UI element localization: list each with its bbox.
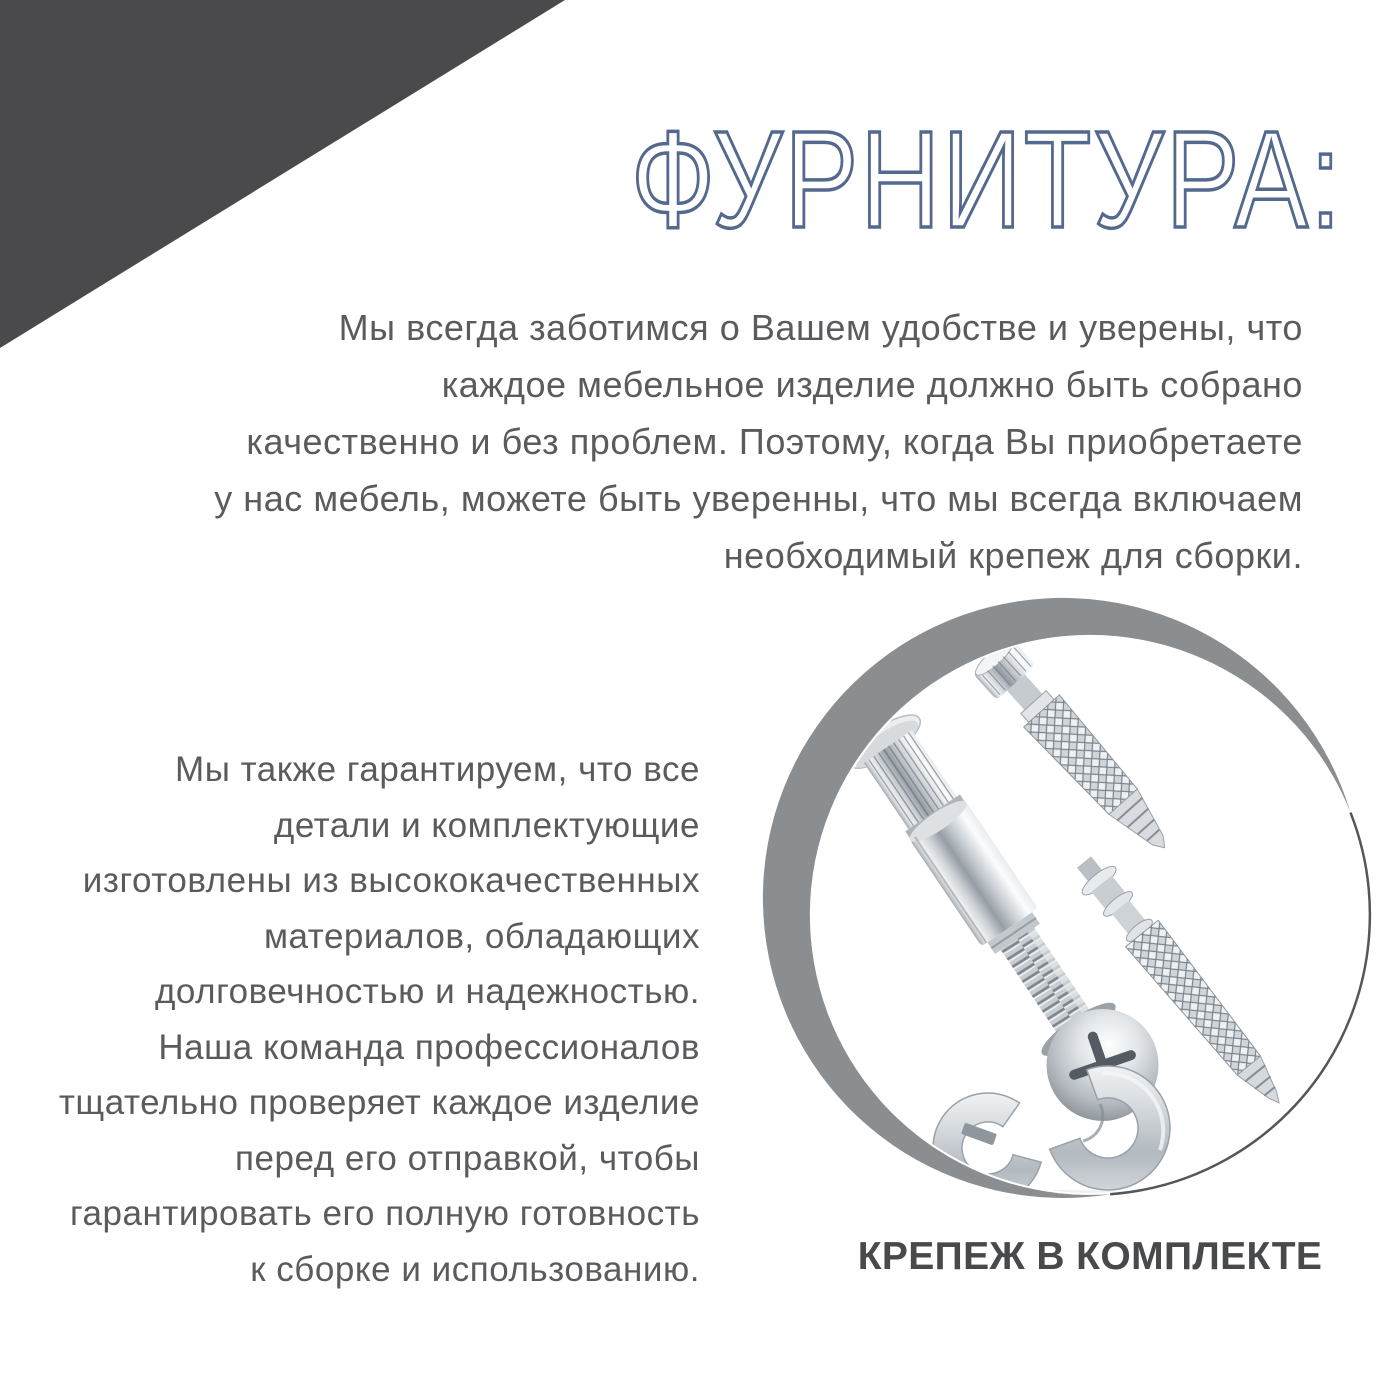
figure-caption: КРЕПЕЖ В КОМПЛЕКТЕ (857, 1235, 1323, 1278)
page-title: ФУРНИТУРА: (630, 103, 1343, 257)
intro-paragraph: Мы всегда заботимся о Вашем удобстве и уверены, что каждое мебельное изделие должно быть собрано качественно и без проблем. Поэтому, когда Вы приобретаете у нас мебель, можете быть уверенны, что мы всегда включаем необходимый крепеж для сборки. (214, 307, 1303, 576)
corner-triangle (0, 0, 565, 348)
guarantee-paragraph: Мы также гарантируем, что все детали и комплектующие изготовлены из высококачественных материалов, обладающих долговечностью и надежностью. Наша команда профессионалов тщательно проверяет каждое изделие перед его отправкой, чтобы гарантировать его полную готовность к сборке и использованию. (58, 750, 700, 1289)
